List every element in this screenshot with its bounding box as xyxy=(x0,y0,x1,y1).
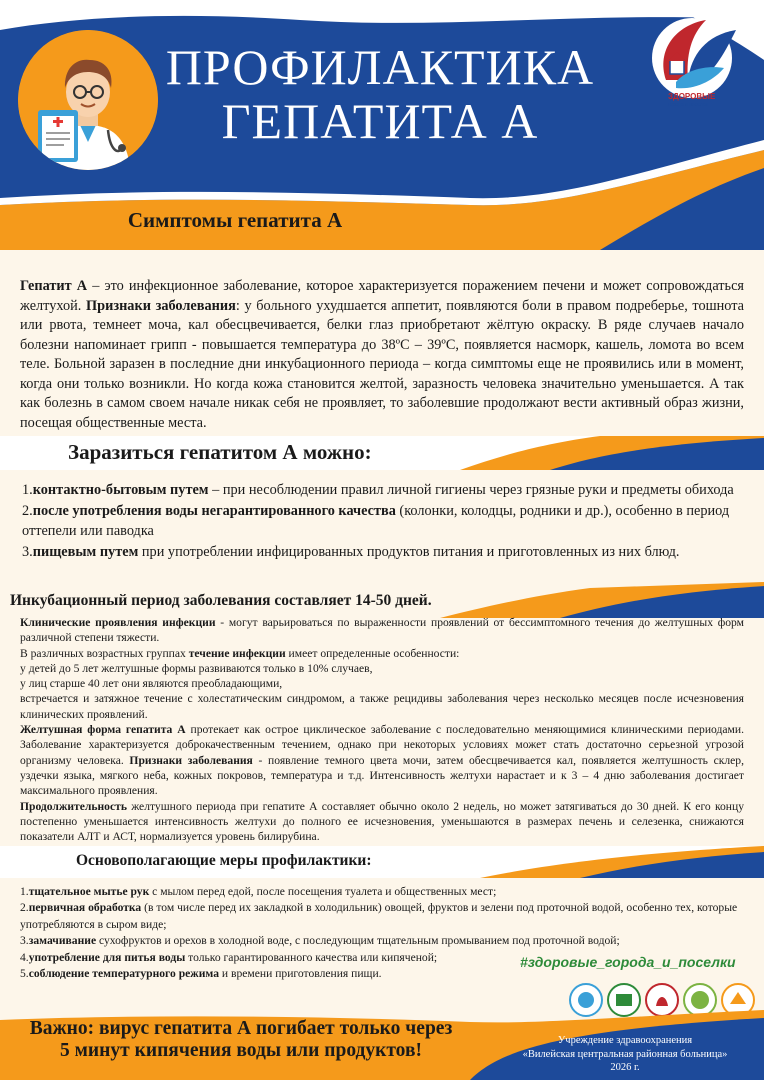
clinic-paragraph: Клинические проявления инфекции - могут варьироваться по выраженности проявлений от бессимптомного течения до желтушных форм различной степени тяжести. xyxy=(20,616,745,645)
clinic-paragraph: у лиц старше 40 лет они являются преобладающими, xyxy=(20,677,283,691)
title-line-1: ПРОФИЛАКТИКА xyxy=(165,39,595,95)
list-item: 4.употребление для питья воды только гарантированного качества или кипяченой; xyxy=(20,950,438,964)
signs-term: Признаки заболевания xyxy=(86,297,236,314)
hepatitis-term: Гепатит А xyxy=(20,278,88,294)
important-line-1: Важно: вирус гепатита А погибает только через xyxy=(29,1018,453,1039)
hashtag: #здоровые_города_и_поселки xyxy=(520,954,736,970)
clinical-text xyxy=(20,615,744,844)
org-line-1: Учреждение здравоохранения xyxy=(557,1035,693,1046)
title-line-2: ГЕПАТИТА А xyxy=(221,93,539,149)
clinic-paragraph: Желтушная форма гепатита А протекает как острое циклическое заболевание с последовательно меняющимися клиническими периодами. Заболевание характеризуется доброкачественным течением, однако при некоторых условиях может стать достаточно серьезной угрозой организму человека. Признаки заболевания - появление темного цвета мочи, затем обесцвечивается кал, появляется желтушность склер, уздечки языка, мягкого неба, кожных покровов, температура и т.д. Интенсивность желтухи нарастает и к 3 – 4 дню заболевания достигает максимального проявления. xyxy=(20,723,745,798)
doctor-illustration xyxy=(18,30,158,170)
infection-heading: Заразиться гепатитом А можно: xyxy=(68,440,372,464)
org-line-3: 2026 г. xyxy=(610,1062,640,1073)
clinic-paragraph: В различных возрастных группах течение инфекции имеет определенные особенности: xyxy=(20,646,460,660)
page-title xyxy=(150,40,610,148)
clinic-paragraph: Продолжительность желтушного периода при гепатите А составляет обычно около 2 недель, но может затягиваться до 30 дней. К его концу постепенно уменьшается интенсивность желтухи до полного ее исчезновения, уменьшаются в размерах печень и селезенка, снижаются показатели АЛТ и АСТ, нормализуется уровень билирубина. xyxy=(20,799,744,844)
intro-text-1: – это инфекционное заболевание, которое характеризуется поражением печени и может сопровождаться желтухой. xyxy=(20,278,744,314)
list-item: 5.соблюдение температурного режима и времени приготовления пищи. xyxy=(20,967,382,981)
incubation-heading-decoration xyxy=(440,582,764,618)
logo-text: ЗДОРОВЫЕ xyxy=(668,92,716,101)
infection-routes-list xyxy=(22,480,746,563)
list-item: 1.контактно-бытовым путем – при несоблюдении правил личной гигиены через грязные руки и предметы обихода xyxy=(22,482,734,498)
measures-heading: Основополагающие меры профилактики: xyxy=(76,852,372,869)
important-line-2: 5 минут кипячения воды или продуктов! xyxy=(60,1040,422,1061)
incubation-heading: Инкубационный период заболевания составляет 14-50 дней. xyxy=(10,592,432,609)
organization-info xyxy=(486,1034,764,1075)
symptoms-heading: Симптомы гепатита А xyxy=(127,208,343,232)
list-item: 1.тщательное мытье рук с мылом перед едой, после посещения туалета и общественных мест; xyxy=(20,885,497,898)
list-item: 3.пищевым путем при употреблении инфицированных продуктов питания и приготовленных из них блюд. xyxy=(22,544,680,560)
intro-text-2: : у больного ухудшается аппетит, появляются боли в правом подреберье, тошнота или рвота, темнеет моча, кал обесцвечивается, белки глаз приобретают жёлтую окраску. В ряде случаев начало болезни напоминает грипп - повышается температура до 38ºС – 39ºС, появляется насморк, кашель, ломота во всем теле. Больной заразен в последние дни инкубационного периода – когда симптомы еще не проявились или в момент, когда они только возникли. Но когда кожа становится желтой, заразность человека значительно уменьшается. А так как болезнь в самом своем начале никак себя не проявляет, то заболевшие продолжают вести активный образ жизни, посещая общественные места. xyxy=(20,297,745,431)
symptoms-text xyxy=(20,277,744,433)
clinic-paragraph: у детей до 5 лет желтушные формы развиваются только в 10% случаев, xyxy=(20,661,373,675)
important-note xyxy=(6,1018,476,1062)
logo-subtext: города и поселки xyxy=(668,102,708,108)
infection-heading-decoration xyxy=(440,436,764,470)
clinic-paragraph: встречается и затяжное течение с холестатическим синдромом, а также рецидивы заболевания через несколько месяцев после исчезновения клинических проявлений. xyxy=(20,692,744,721)
list-item: 2.первичная обработка (в том числе перед их закладкой в холодильник) овощей, фруктов и зелени под проточной водой, особенно тех, которые употребляются в сыром виде; xyxy=(20,901,738,931)
list-item: 3.замачивание сухофруктов и орехов в холодной воде, с последующим тщательным промыванием под проточной водой; xyxy=(20,934,620,948)
list-item: 2.после употребления воды негарантированного качества (колонки, колодцы, родники и др.), особенно в период оттепели или паводка xyxy=(22,503,730,539)
header xyxy=(0,0,764,250)
org-line-2: «Вилейская центральная районная больница» xyxy=(522,1048,728,1060)
